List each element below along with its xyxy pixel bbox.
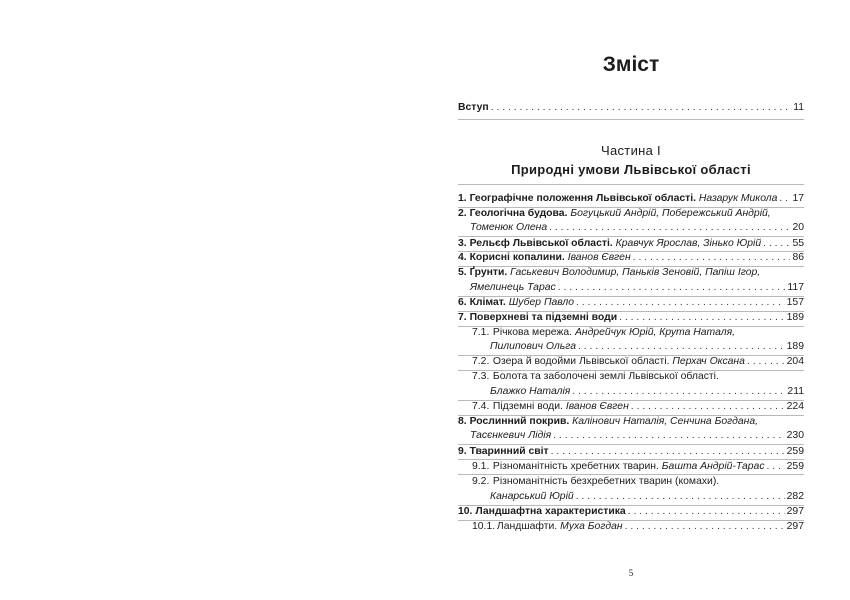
toc-entry-title: Тваринний світ <box>469 446 549 457</box>
leader-dots <box>551 445 785 458</box>
toc-entry-7[interactable] <box>458 310 804 324</box>
leader-dots <box>779 192 790 205</box>
toc-entry-number: 7.4. <box>472 401 490 412</box>
toc-page-number: 204 <box>786 356 804 367</box>
toc-entry-title: Географічне положення Львівської області. <box>469 193 696 204</box>
toc-entry-number: 10.1. <box>472 521 496 532</box>
toc-entry-author: Іванов Євген <box>565 401 629 412</box>
toc-entry-9-2[interactable] <box>472 474 804 488</box>
toc-page-number: 297 <box>786 521 804 532</box>
leader-dots <box>619 311 785 324</box>
toc-entry-author: Іванов Євген <box>567 252 631 263</box>
toc-entry-number: 7.3. <box>472 371 490 382</box>
toc-entry-number: 4. <box>458 252 467 263</box>
toc-page-number: 86 <box>792 252 804 263</box>
toc-entry-6[interactable] <box>458 295 804 309</box>
toc-page-number: 282 <box>786 491 804 502</box>
toc-entry-3[interactable] <box>458 236 804 250</box>
toc-entry-number: 10. <box>458 506 473 517</box>
toc-entry-2-cont[interactable] <box>470 220 804 234</box>
toc-page-number: 230 <box>786 430 804 441</box>
toc-entry-number: 8. <box>458 416 467 427</box>
leader-dots <box>491 101 792 114</box>
toc-entry-7-4[interactable] <box>472 399 804 413</box>
toc-entry-number: 6. <box>458 297 467 308</box>
toc-page-number: 117 <box>787 282 804 293</box>
toc-entry-10[interactable] <box>458 504 804 518</box>
toc-entry-author: Тасєнкевич Лідія <box>470 430 552 441</box>
leader-dots <box>747 355 785 368</box>
toc-entry-7-3-cont[interactable] <box>490 384 804 398</box>
leader-dots <box>628 505 785 518</box>
toc-entry-author: Гаськевич Володимир, Паньків Зеновій, Папіш Ігор, <box>510 267 761 278</box>
toc-entry-author: Назарук Микола <box>698 193 778 204</box>
toc-entry-author: Блажко Наталія <box>490 386 571 397</box>
leader-dots <box>549 221 790 234</box>
toc-entry-title: Геологічна будова. <box>469 208 568 219</box>
toc-entry-title: Річкова мережа. <box>492 327 573 338</box>
toc-entry-title: Різноманітність безхребетних тварин (комахи). <box>492 476 720 487</box>
toc-entry-9[interactable] <box>458 444 804 458</box>
toc-entry-number: 7.2. <box>472 356 490 367</box>
leader-dots <box>763 237 790 250</box>
toc-page-number: 259 <box>786 461 804 472</box>
toc-entry-author: Перхач Оксана <box>672 356 745 367</box>
toc-entry-number: 7.1. <box>472 327 490 338</box>
toc-page-number: 20 <box>792 222 804 233</box>
toc-entry-author: Кравчук Ярослав, Зінько Юрій <box>615 238 762 249</box>
toc-entry-author: Томенюк Олена <box>470 222 548 233</box>
toc-entry-9-2-cont[interactable] <box>490 489 804 503</box>
toc-entry-title: Рослинний покрив. <box>469 416 570 427</box>
toc-entry-title: Озера й водойми Львівської області. <box>492 356 670 367</box>
toc-entry-number: 1. <box>458 193 467 204</box>
toc-entry-title: Ґрунти. <box>469 267 508 278</box>
toc-entry-10-1[interactable] <box>472 519 804 533</box>
toc-entry-title: Клімат. <box>469 297 506 308</box>
leader-dots <box>558 281 786 294</box>
toc-page-number: 189 <box>786 341 804 352</box>
toc-page-number: 297 <box>786 506 804 517</box>
toc-page-number: 259 <box>786 446 804 457</box>
toc-entry-number: 3. <box>458 238 467 249</box>
toc-entry-author: Пилипович Ольга <box>490 341 576 352</box>
page-title: Зміст <box>602 53 660 76</box>
leader-dots <box>631 400 785 413</box>
leader-dots <box>767 460 785 473</box>
leader-dots <box>572 385 785 398</box>
divider <box>458 119 804 120</box>
toc-entry-7-2[interactable] <box>472 354 804 368</box>
toc-entry-5-cont[interactable] <box>470 280 804 294</box>
toc-entry-number: 2. <box>458 208 467 219</box>
toc-entry-7-3[interactable] <box>472 369 804 383</box>
toc-entry-2[interactable] <box>458 206 804 220</box>
toc-entry-4[interactable] <box>458 250 804 264</box>
leader-dots <box>578 340 785 353</box>
part-title: Природні умови Львівської області <box>511 162 751 177</box>
toc-entry-title: Корисні копалини. <box>469 252 565 263</box>
leader-dots <box>553 429 785 442</box>
toc-entry-author: Башта Андрій-Тарас <box>661 461 765 472</box>
toc-page-number: 17 <box>792 193 804 204</box>
part-label: Частина І <box>601 143 661 158</box>
toc-entry-1[interactable] <box>458 191 804 205</box>
toc-entry-author: Муха Богдан <box>560 521 623 532</box>
toc-page-number: 157 <box>786 297 804 308</box>
toc-entry-title: Болота та заболочені землі Львівської області. <box>492 371 719 382</box>
toc-entry-title: Вступ <box>458 102 489 113</box>
toc-entry-title: Поверхневі та підземні води <box>469 312 618 323</box>
toc-entry-number: 7. <box>458 312 467 323</box>
toc-entry-7-1-cont[interactable] <box>490 339 804 353</box>
toc-entry-number: 9. <box>458 446 467 457</box>
toc-entry-9-1[interactable] <box>472 459 804 473</box>
toc-entry-intro[interactable] <box>458 100 804 114</box>
toc-entry-number: 9.1. <box>472 461 490 472</box>
toc-entry-number: 9.2. <box>472 476 490 487</box>
toc-entry-8[interactable] <box>458 414 804 428</box>
toc-page-number: 224 <box>786 401 804 412</box>
toc-entry-title: Рельєф Львівської області. <box>469 238 613 249</box>
toc-entry-8-cont[interactable] <box>470 428 804 442</box>
toc-entry-title: Різноманітність хребетних тварин. <box>492 461 659 472</box>
leader-dots <box>576 296 785 309</box>
leader-dots <box>625 520 785 533</box>
leader-dots <box>633 251 791 264</box>
toc-entry-7-1[interactable] <box>472 325 804 339</box>
toc-entry-number: 5. <box>458 267 467 278</box>
toc-entry-title: Ландшафтна характеристика <box>475 506 626 517</box>
toc-entry-title: Ландшафти. <box>496 521 558 532</box>
toc-page-number: 55 <box>792 238 804 249</box>
toc-page-number: 189 <box>786 312 804 323</box>
toc-entry-5[interactable] <box>458 265 804 279</box>
page-number-footer: 5 <box>628 568 634 578</box>
toc-page-number: 211 <box>787 386 804 397</box>
toc-entry-author: Калінович Наталія, Сенчина Богдана, <box>572 416 759 427</box>
toc-entry-title: Підземні води. <box>492 401 563 412</box>
toc-entry-author: Богуцький Андрій, Побережський Андрій, <box>570 208 771 219</box>
toc-page-number: 11 <box>793 102 804 113</box>
toc-entry-author: Шубер Павло <box>508 297 574 308</box>
toc-entry-author: Андрейчук Юрій, Крута Наталя, <box>574 327 736 338</box>
leader-dots <box>576 490 785 503</box>
toc-entry-author: Канарський Юрій <box>490 491 574 502</box>
divider <box>458 184 804 185</box>
toc-entry-author: Ямелинець Тарас <box>470 282 556 293</box>
